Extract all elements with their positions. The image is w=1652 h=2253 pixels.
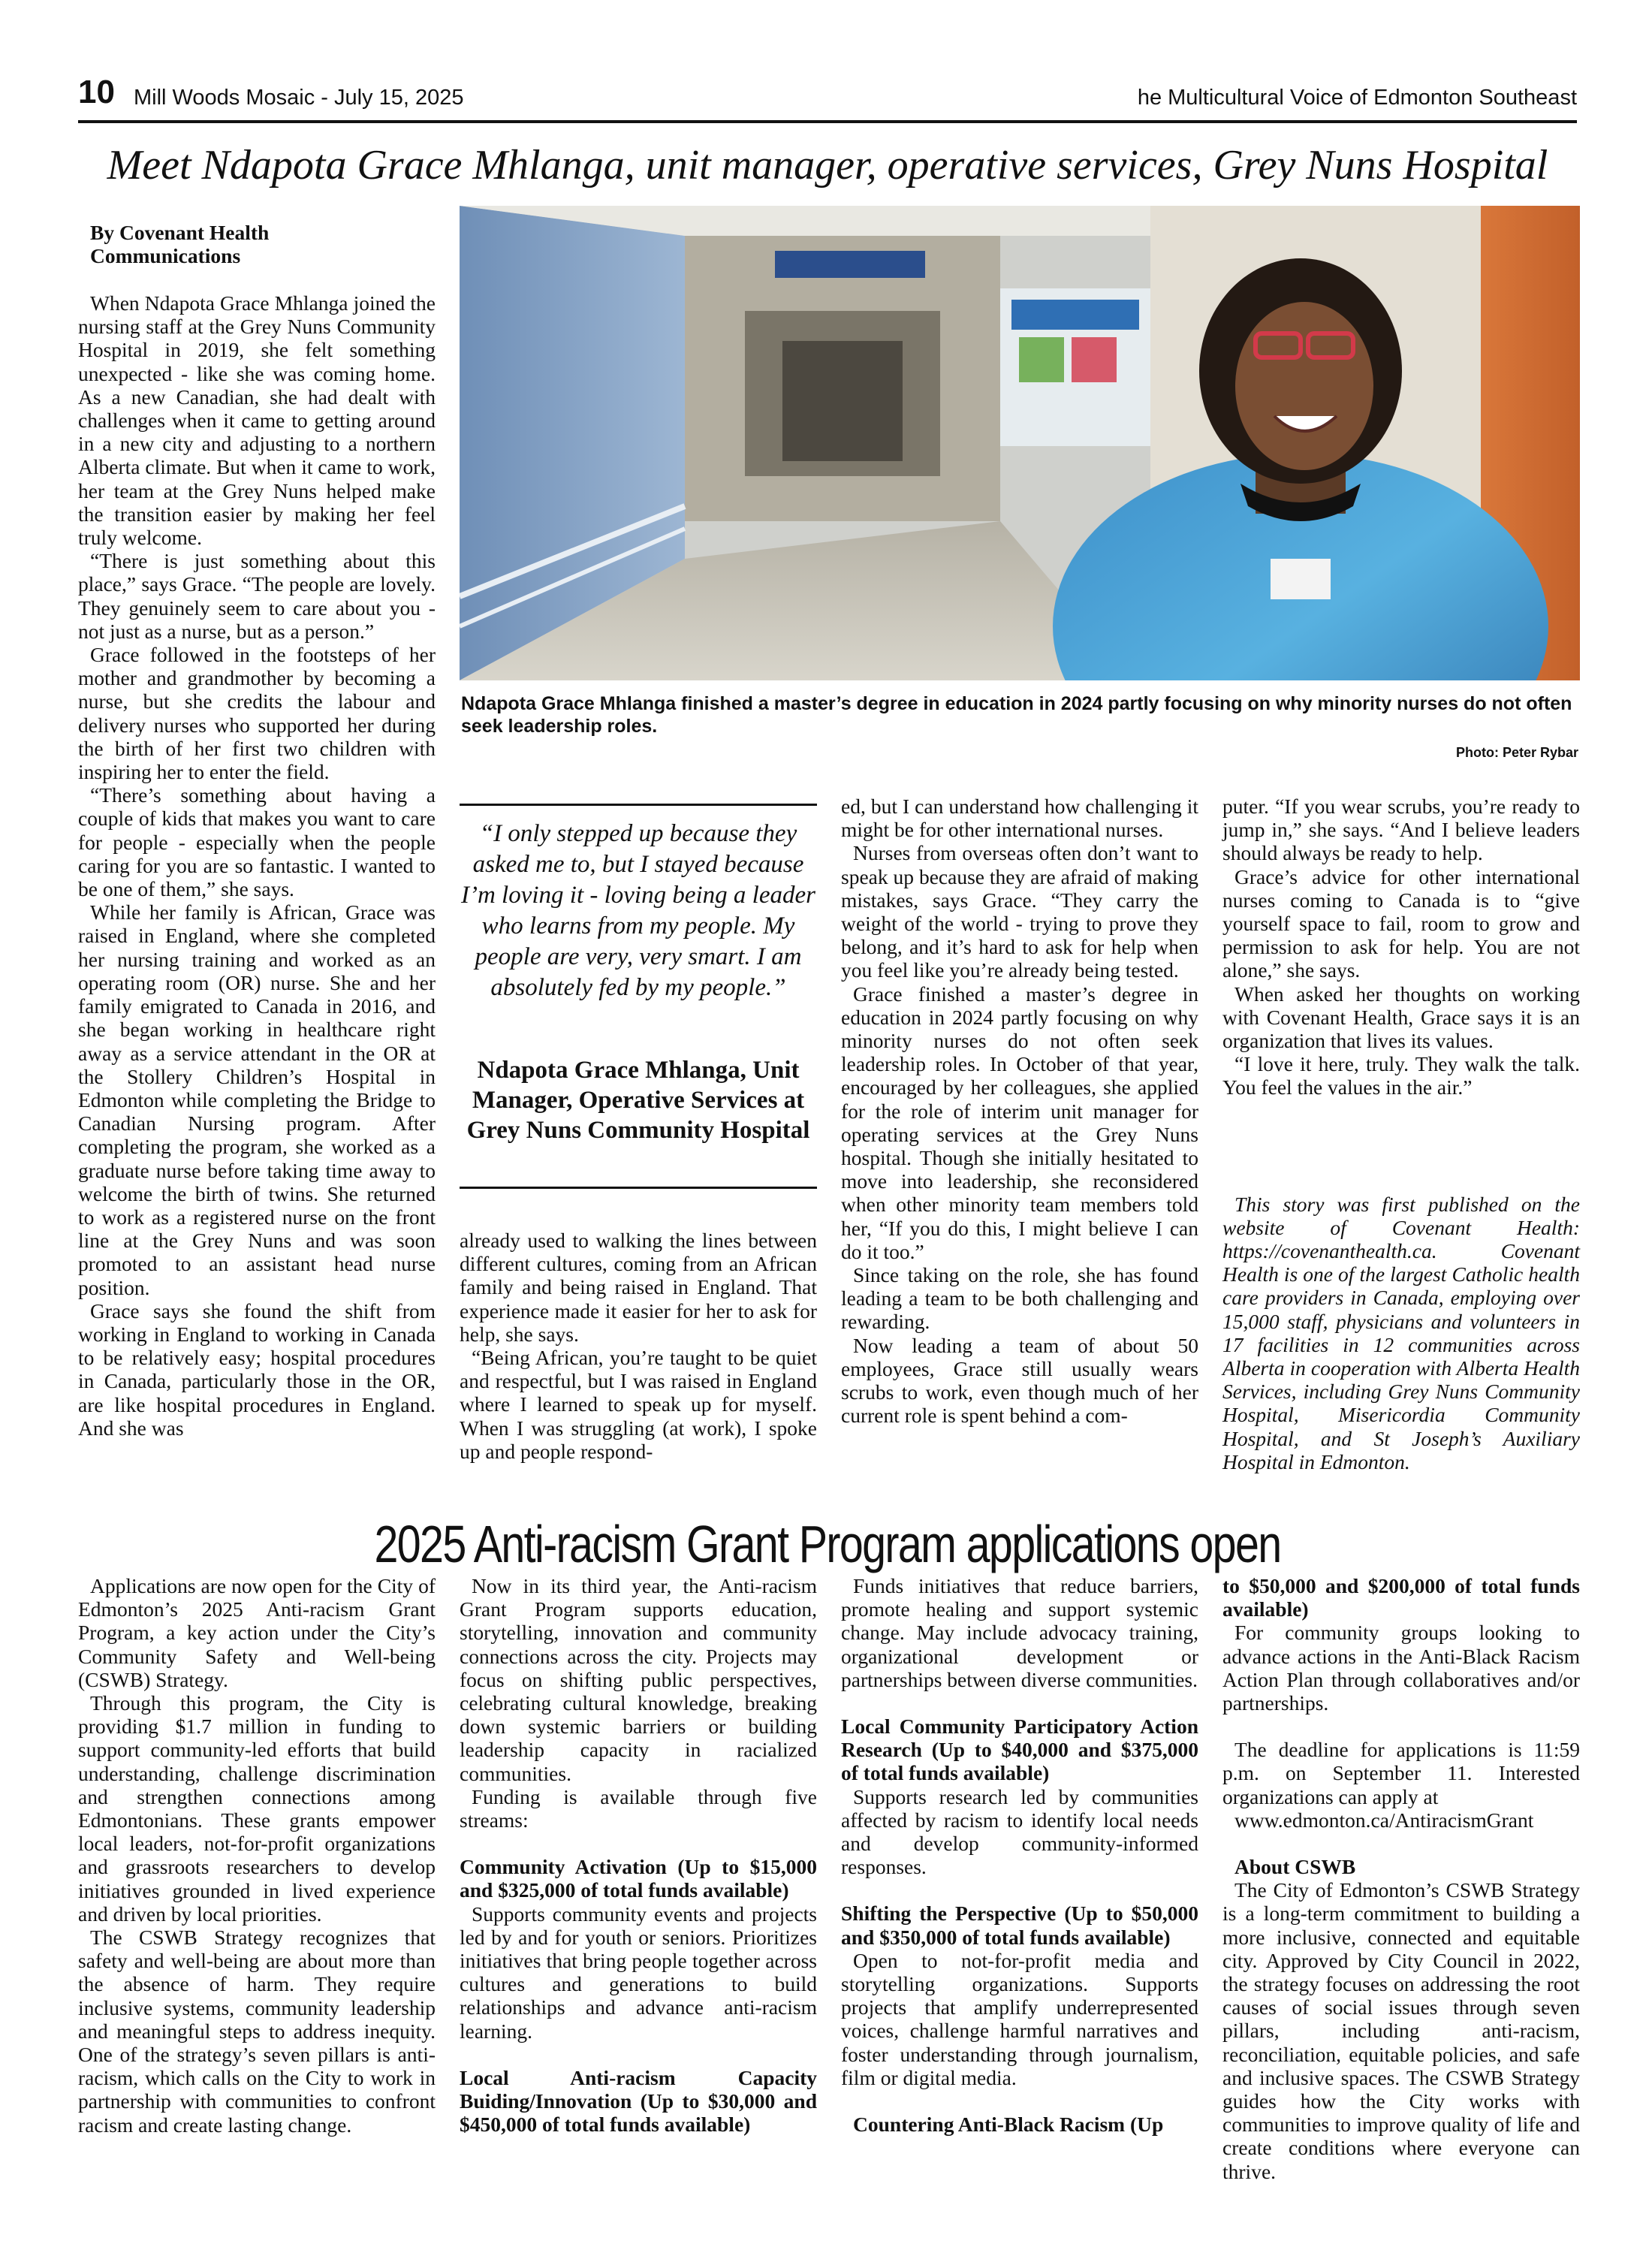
pull-quote: “I only stepped up because they asked me to, but I stayed because I’m loving it - loving being a leader who learns from my people. My people are very, very smart. I am absolutely fed by my people.” (461, 820, 815, 1001)
paragraph: Supports research led by communities affected by racism to identify local needs and develop community-informed responses. (841, 1784, 1198, 1879)
paragraph: For community groups looking to advance actions in the Anti-Black Racism Action Plan through collaboratives and/or partnerships. (1222, 1621, 1580, 1715)
grant-column-3 (841, 1574, 1198, 2136)
article-column-1 (78, 291, 436, 1440)
paragraph: Grace finished a master’s degree in education in 2024 partly focusing on why minority nurses do not often seek leadership roles. In October of that year, encouraged by her colleagues, she applied for the role of interim unit manager for operating services at the Grey Nuns hospital. Though she initially hesitated to move into leadership, she reconsidered when other minority team members told her, “If you do this, I might believe I can do it too.” (841, 982, 1198, 1263)
paragraph: “There’s something about having a couple of kids that makes you want to care for people - especially when the people caring for you are so fantastic. I wanted to be one of them,” she says. (78, 783, 436, 901)
paragraph: Funds initiatives that reduce barriers, promote healing and support systemic change. May include advocacy training, organizational development or partnerships between diverse communities. (841, 1574, 1198, 1691)
paragraph: The City of Edmonton’s CSWB Strategy is a long-term commitment to building a more inclusive, connected and equitable city. Approved by City Council in 2022, the strategy focuses on addressing the root causes of social issues through seven pillars, including anti-racism, reconciliation, equitable policies, and safe and inclusive spaces. The CSWB Strategy guides how the City works with communities to improve quality of life and create conditions where everyone can thrive. (1222, 1878, 1580, 2183)
paragraph: “There is just something about this place,” says Grace. “The people are lovely. They genuinely seem to care about you - not just as a nurse, but as a person.” (78, 549, 436, 643)
article-column-4 (1222, 795, 1580, 1473)
paragraph: Grace says she found the shift from working in England to working in Canada to be relatively easy; hospital procedures in Canada, particularly those in the OR, are like hospital procedures in England. And she was (78, 1298, 436, 1440)
stream-heading: to $50,000 and $200,000 of total funds available) (1222, 1574, 1580, 1621)
section-heading: About CSWB (1234, 1855, 1356, 1879)
paragraph: When Ndapota Grace Mhlanga joined the nursing staff at the Grey Nuns Community Hospital in 2019, she felt something unexpected - like she was coming home. As a new Canadian, she had dealt with challenges when it came to getting around in a new city and adjusting to a northern Alberta climate. But when it came to work, her team at the Grey Nuns helped make the transition easier by making her feel truly welcome. (78, 291, 436, 550)
paragraph: Open to not-for-profit media and storytelling organizations. Supports projects that amplify underrepresented voices, challenge harmful narratives and foster understanding through journalism, film or digital media. (841, 1948, 1198, 2089)
paragraph: Applications are now open for the City of Edmonton’s 2025 Anti-racism Grant Program, a key action under the City’s Community Safety and Well-being (CSWB) Strategy. (78, 1574, 436, 1691)
publication-tagline: he Multicultural Voice of Edmonton Southeast (1137, 86, 1577, 110)
stream-heading: Local Anti-racism Capacity Buiding/Innovation (Up to $30,000 and $450,000 of total funds available) (460, 2065, 817, 2137)
byline-line-1: By Covenant Health (90, 221, 270, 244)
paragraph: The deadline for applications is 11:59 p.m. on September 11. Interested organizations can apply at (1222, 1738, 1580, 1808)
paragraph: Supports community events and projects led by and for youth or seniors. Prioritizes initiatives that bring people together across cultures and generations to build relationships and advance anti-racism learning. (460, 1902, 817, 2043)
stream-heading: Local Community Participatory Action Research (Up to $40,000 and $375,000 of total funds available) (841, 1715, 1198, 1785)
paragraph: “Being African, you’re taught to be quiet and respectful, but I was raised in England where I learned to speak up for myself. When I was struggling (at work), I spoke up and people respond- (460, 1346, 817, 1463)
header-rule (78, 120, 1577, 123)
page-number: 10 (78, 74, 115, 110)
paragraph: ed, but I can understand how challenging it might be for other international nurses. (841, 795, 1198, 842)
paragraph: Since taking on the role, she has found leading a team to be both challenging and rewarding. (841, 1263, 1198, 1334)
byline-line-2: Communications (90, 244, 241, 267)
paragraph: When asked her thoughts on working with Covenant Health, Grace says it is an organization that lives its values. (1222, 982, 1580, 1053)
paragraph: Grace followed in the footsteps of her mother and grandmother by becoming a nurse, but she credits the labour and delivery nurses who supported her during the birth of her first two children with inspiring her to enter the field. (78, 643, 436, 784)
photo-caption: Ndapota Grace Mhlanga finished a master’s degree in education in 2024 partly focusing on why minority nurses do not often seek leadership roles. (461, 693, 1572, 737)
byline (90, 221, 436, 267)
stream-heading: Community Activation (Up to $15,000 and $325,000 of total funds available) (460, 1855, 817, 1902)
paragraph: Funding is available through five streams: (460, 1784, 817, 1832)
article-column-2 (460, 1229, 817, 1463)
grant-headline: 2025 Anti-racism Grant Program applications open (374, 1515, 1281, 1573)
stream-heading: Shifting the Perspective (Up to $50,000 and $350,000 of total funds available) (841, 1902, 1198, 1949)
source-note: This story was first published on the website of Covenant Health: https://covenanthealth.ca. Covenant Health is one of the largest Catholic health care providers in Canada, employing over 15,000 staff, physicians and volunteers in 17 facilities in 12 communities across Alberta in cooperation with Alberta Health Services, including Grey Nuns Community Hospital, Misericordia Community Hospital, and St Joseph’s Auxiliary Hospital in Edmonton. (1222, 1192, 1580, 1473)
pull-quote-attribution: Ndapota Grace Mhlanga, Unit Manager, Operative Services at Grey Nuns Community Hospital (466, 1057, 810, 1144)
photo-credit: Photo: Peter Rybar (1455, 745, 1578, 760)
grant-url[interactable]: www.edmonton.ca/AntiracismGrant (1234, 1808, 1534, 1832)
stream-heading: Countering Anti-Black Racism (Up (853, 2113, 1164, 2137)
article-headline: Meet Ndapota Grace Mhlanga, unit manager, operative services, Grey Nuns Hospital (107, 142, 1548, 189)
paragraph: Now leading a team of about 50 employees, Grace still usually wears scrubs to work, even though much of her current role is spent behind a com- (841, 1333, 1198, 1428)
publication-dateline: Mill Woods Mosaic - July 15, 2025 (134, 86, 464, 110)
paragraph: already used to walking the lines between different cultures, coming from an African family and being raised in England. That experience made it easier for her to ask for help, she says. (460, 1229, 817, 1346)
paragraph: The CSWB Strategy recognizes that safety and well-being are about more than the absence of harm. They require inclusive systems, community leadership and meaningful steps to address inequity. One of the strategy’s seven pillars is anti-racism, which calls on the City to work in partnership with communities to confront racism and create lasting change. (78, 1926, 436, 2137)
grant-column-1 (78, 1574, 436, 2137)
paragraph: Grace’s advice for other international nurses coming to Canada is to “give yourself space to fail, room to grow and permission to ask for help. You are not alone,” she says. (1222, 864, 1580, 982)
paragraph: While her family is African, Grace was raised in England, where she completed her nursing training and worked as an operating room (OR) nurse. She and her family emigrated to Canada in 2016, and she began working in healthcare right away as a service attendant in the OR at the Stollery Children’s Hospital in Edmonton while completing the Bridge to Canadian Nursing program. After completing the program, she worked as a graduate nurse before taking time away to welcome the birth of twins. She returned to work as a registered nurse on the front line at the Grey Nuns and was soon promoted to an assistant head nurse position. (78, 900, 436, 1299)
article-photo (460, 206, 1580, 680)
pull-quote-rule-top (460, 804, 817, 806)
paragraph: Through this program, the City is providing $1.7 million in funding to support community-led efforts that build understanding, challenge discrimination and strengthen connections among Edmontonians. These grants empower local leaders, not-for-profit organizations and grassroots researchers to develop initiatives grounded in lived experience and driven by local priorities. (78, 1691, 436, 1926)
grant-column-4 (1222, 1574, 1580, 2183)
pull-quote-rule-bottom (460, 1187, 817, 1189)
paragraph: puter. “If you wear scrubs, you’re ready to jump in,” she says. “And I believe leaders should always be ready to help. (1222, 795, 1580, 865)
paragraph: “I love it here, truly. They walk the talk. You feel the values in the air.” (1222, 1052, 1580, 1099)
paragraph: Now in its third year, the Anti-racism Grant Program supports education, storytelling, innovation and community connections across the city. Projects may focus on shifting public perspectives, celebrating cultural knowledge, breaking down systemic barriers or building leadership capacity in racialized communities. (460, 1574, 817, 1785)
grant-column-2 (460, 1574, 817, 2136)
article-column-3 (841, 795, 1198, 1427)
paragraph: Nurses from overseas often don’t want to speak up because they are afraid of making mistakes, says Grace. “They carry the weight of the world - trying to prove they belong, and it’s hard to ask for help when you feel like you’re already being tested. (841, 841, 1198, 982)
